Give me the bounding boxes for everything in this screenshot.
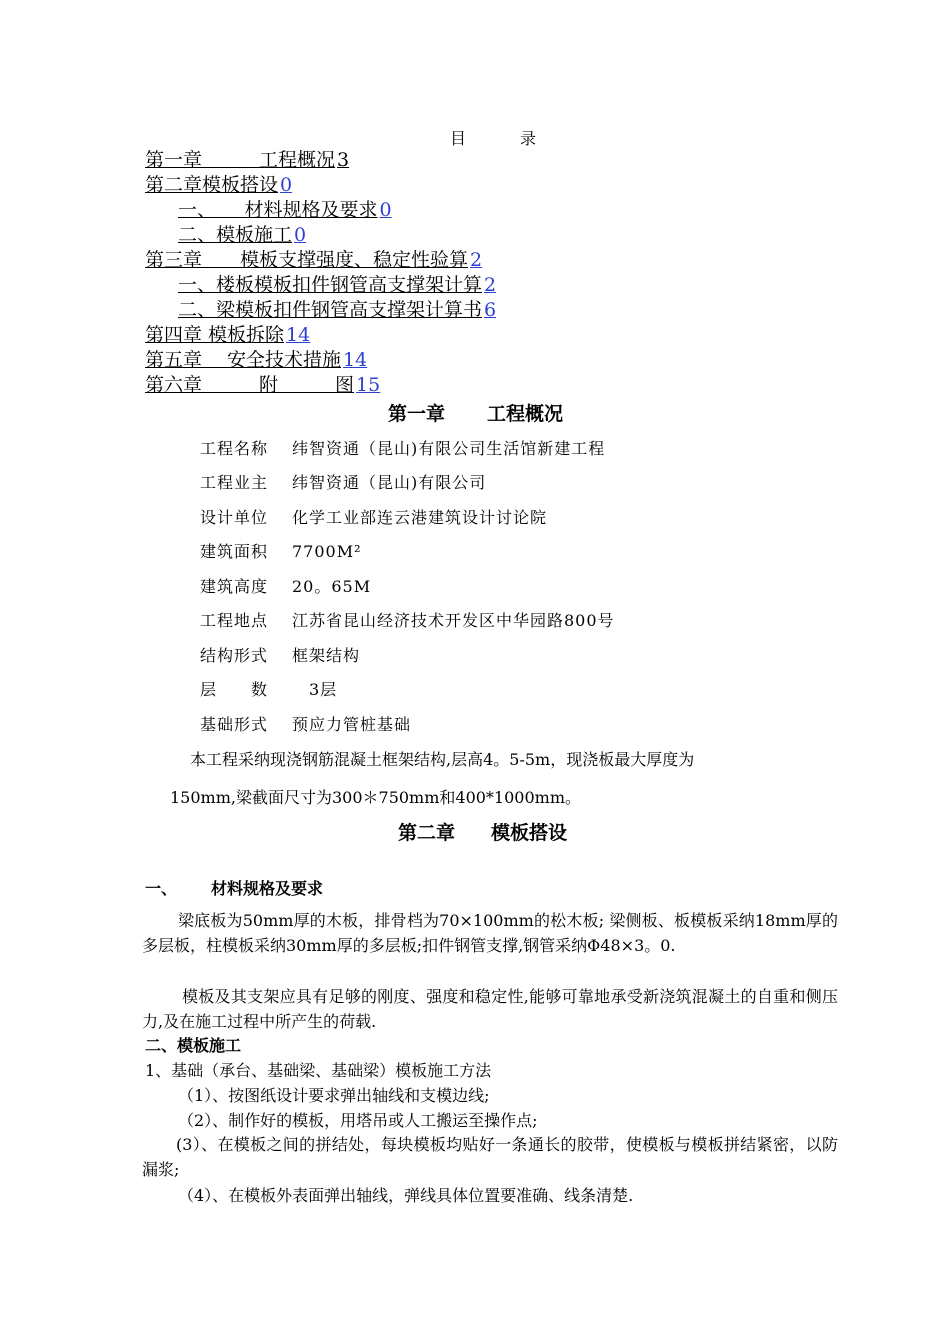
info-row [200,574,371,597]
section1-heading [145,876,323,899]
info-label: 设计单位 [200,508,269,527]
chapter2-number: 第二章 [398,822,456,844]
info-value: 纬智资通（昆山)有限公司 [292,473,487,492]
toc-entry-text: 第四章 模板拆除 [145,324,285,346]
info-row [200,436,605,459]
section2-heading: 二、模板施工 [145,1036,242,1055]
section1-paragraph-1: 梁底板为50mm厚的木板，排骨档为70×100mm的松木板; 梁侧板、板模板采纳18mm厚的多层板，柱模板采纳30mm厚的多层板;扣件钢管支撑,钢管采纳Φ48×3。0. [142,911,838,955]
toc-entry-text: 第六章 附 图 [145,374,355,396]
toc-entry-1[interactable] [145,148,349,173]
info-label: 工程名称 [200,439,269,458]
info-row [200,712,411,735]
chapter1-title: 工程概况 [487,403,564,425]
info-value: 3层 [292,680,338,699]
info-value: 7700M² [292,542,362,561]
toc-title-right: 录 [520,129,539,148]
toc-entry-page: 2 [470,249,483,271]
toc-entry-text: 第三章 模板支撑强度、稳定性验算 [145,249,469,271]
info-label: 工程地点 [200,611,269,630]
info-value: 框架结构 [292,646,361,665]
chapter1-paragraph-line1: 本工程采纳现浇钢筋混凝土框架结构,层高4。5-5m，现浇板最大厚度为 [190,750,695,769]
toc-entry-page: 15 [356,374,381,396]
toc-entry-text: 一、 材料规格及要求 [178,199,378,221]
toc-entry-page: 3 [337,149,350,171]
toc-entry-text: 第五章 安全技术措施 [145,349,342,371]
toc-entry-text: 第一章 工程概况 [145,149,336,171]
item-1-3: (3）、在模板之间的拼结处，每块模板均贴好一条通长的胶带，使模板与模板拼结紧密，以防漏浆; [142,1135,838,1179]
info-label: 工程业主 [200,473,269,492]
section1-paragraph-2: 模板及其支架应具有足够的刚度、强度和稳定性,能够可靠地承受新浇筑混凝土的自重和侧压力,及在施工过程中所产生的荷载. [142,987,838,1031]
info-label: 建筑高度 [200,577,269,596]
item-1-1: （1）、按图纸设计要求弹出轴线和支模边线; [178,1086,490,1105]
toc-entry-9[interactable] [145,348,367,373]
info-value: 预应力管桩基础 [292,715,412,734]
toc-entry-8[interactable] [145,323,310,348]
toc-entry-page: 2 [484,274,497,296]
chapter2-title: 模板搭设 [491,822,568,844]
info-value: 20。65M [292,577,372,596]
toc-entry-4[interactable] [178,223,306,248]
toc-entry-10[interactable] [145,373,380,398]
item-1: 1、基础（承台、基础梁、基础梁）模板施工方法 [145,1061,492,1080]
toc-entry-text: 二、梁模板扣件钢管高支撑架计算书 [178,299,483,321]
toc-entry-page: 0 [280,174,293,196]
section1-title: 材料规格及要求 [211,879,324,898]
toc-title [450,126,538,149]
info-label: 基础形式 [200,715,269,734]
toc-entry-text: 一、楼板模板扣件钢管高支撑架计算 [178,274,483,296]
toc-entry-3[interactable] [178,198,392,223]
info-label: 结构形式 [200,646,269,665]
info-value: 化学工业部连云港建筑设计讨论院 [292,508,548,527]
toc-entry-5[interactable] [145,248,482,273]
info-row [200,470,486,493]
toc-entry-7[interactable] [178,298,496,323]
info-value: 纬智资通（昆山)有限公司生活馆新建工程 [292,439,606,458]
toc-entry-page: 14 [286,324,311,346]
item-1-4: （4）、在模板外表面弹出轴线，弹线具体位置要准确、线条清楚. [178,1186,634,1205]
toc-entry-page: 0 [379,199,392,221]
toc-entry-text: 二、模板施工 [178,224,293,246]
toc-entry-page: 0 [294,224,307,246]
info-label: 层 数 [200,680,269,699]
toc-entry-text: 第二章模板搭设 [145,174,279,196]
info-row [200,505,547,528]
section1-number: 一、 [145,879,178,898]
info-row [200,643,360,666]
info-row [200,539,362,562]
toc-entry-2[interactable] [145,173,292,198]
info-row [200,608,615,631]
chapter1-number: 第一章 [388,403,446,425]
chapter1-paragraph-line2: 150mm,梁截面尺寸为300＊750mm和400*1000mm。 [170,788,581,807]
toc-title-left: 目 [450,129,469,148]
item-1-2: （2）、制作好的模板，用塔吊或人工搬运至操作点; [178,1111,538,1130]
info-label: 建筑面积 [200,542,269,561]
info-value: 江苏省昆山经济技术开发区中华园路800号 [292,611,615,630]
chapter1-heading [388,399,563,426]
toc-entry-page: 14 [343,349,368,371]
info-row [200,677,337,700]
toc-entry-6[interactable] [178,273,496,298]
chapter2-heading [398,818,567,845]
toc-entry-page: 6 [484,299,497,321]
